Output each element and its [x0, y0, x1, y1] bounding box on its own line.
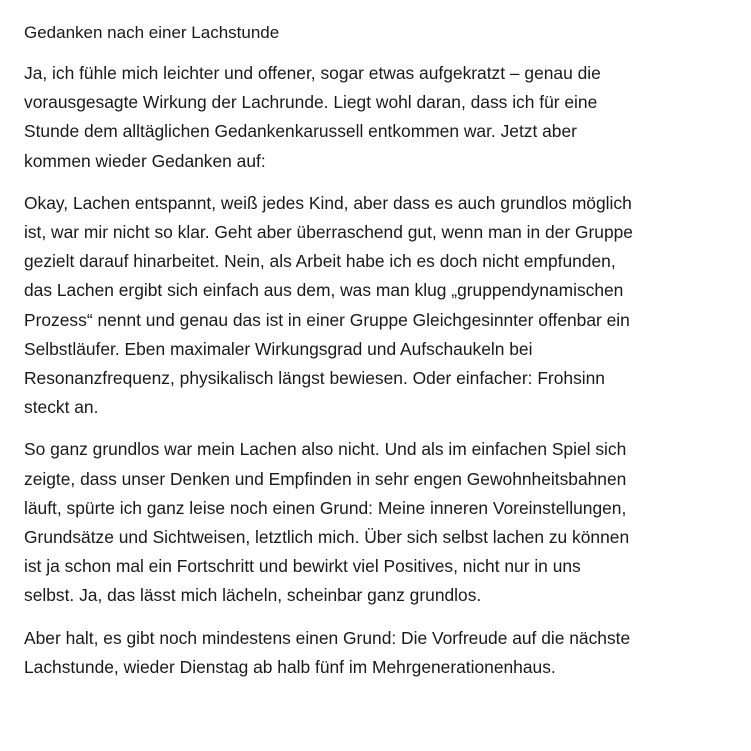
text-line: Ja, ich fühle mich leichter und offener, sogar etwas aufgekratzt – genau die: [24, 63, 601, 83]
text-line: läuft, spürte ich ganz leise noch einen Grund: Meine inneren Voreinstellungen,: [24, 497, 627, 518]
text-line: Resonanzfrequenz, physikalisch längst bewiesen. Oder einfacher: Frohsinn: [24, 368, 605, 389]
text-line: Stunde dem alltäglichen Gedankenkarussell entkommen war. Jetzt aber: [24, 121, 577, 142]
text-line: vorausgesagte Wirkung der Lachrunde. Liegt wohl daran, dass ich für eine: [24, 92, 598, 113]
text-line: selbst. Ja, das lässt mich lächeln, scheinbar ganz grundlos.: [24, 585, 482, 606]
text-line: steckt an.: [24, 397, 99, 418]
text-line: ist ja schon mal ein Fortschritt und bewirkt viel Positives, nicht nur in uns: [24, 556, 581, 577]
text-line: Selbstläufer. Eben maximaler Wirkungsgrad und Aufschaukeln bei: [24, 338, 533, 359]
text-line: Prozess“ nennt und genau das ist in einer Gruppe Gleichgesinnter offenbar ein: [24, 309, 630, 330]
text-line: kommen wieder Gedanken auf:: [24, 150, 266, 171]
text-line: Grundsätze und Sichtweisen, letztlich mich. Über sich selbst lachen zu können: [24, 527, 630, 548]
text-line: Lachstunde, wieder Dienstag ab halb fünf im Mehrgenerationenhaus.: [24, 656, 556, 677]
text-line: das Lachen ergibt sich einfach aus dem, was man klug „gruppendynamischen: [24, 280, 624, 301]
text-line: So ganz grundlos war mein Lachen also nicht. Und als im einfachen Spiel sich: [24, 439, 627, 460]
paragraph-1: [24, 59, 731, 176]
paragraph-3: [24, 435, 731, 610]
text-line: Okay, Lachen entspannt, weiß jedes Kind, aber dass es auch grundlos möglich: [24, 192, 632, 213]
text-line: Aber halt, es gibt noch mindestens einen Grund: Die Vorfreude auf die nächste: [24, 627, 631, 648]
text-line: ist, war mir nicht so klar. Geht aber überraschend gut, wenn man in der Gruppe: [24, 222, 633, 243]
text-line: zeigte, dass unser Denken und Empfinden in sehr engen Gewohnheitsbahnen: [24, 468, 627, 489]
text-line: gezielt darauf hinarbeitet. Nein, als Arbeit habe ich es doch nicht empfunden,: [24, 251, 616, 272]
paragraph-4: [24, 624, 731, 682]
paragraph-2: [24, 189, 731, 423]
document-title: Gedanken nach einer Lachstunde: [24, 23, 280, 42]
